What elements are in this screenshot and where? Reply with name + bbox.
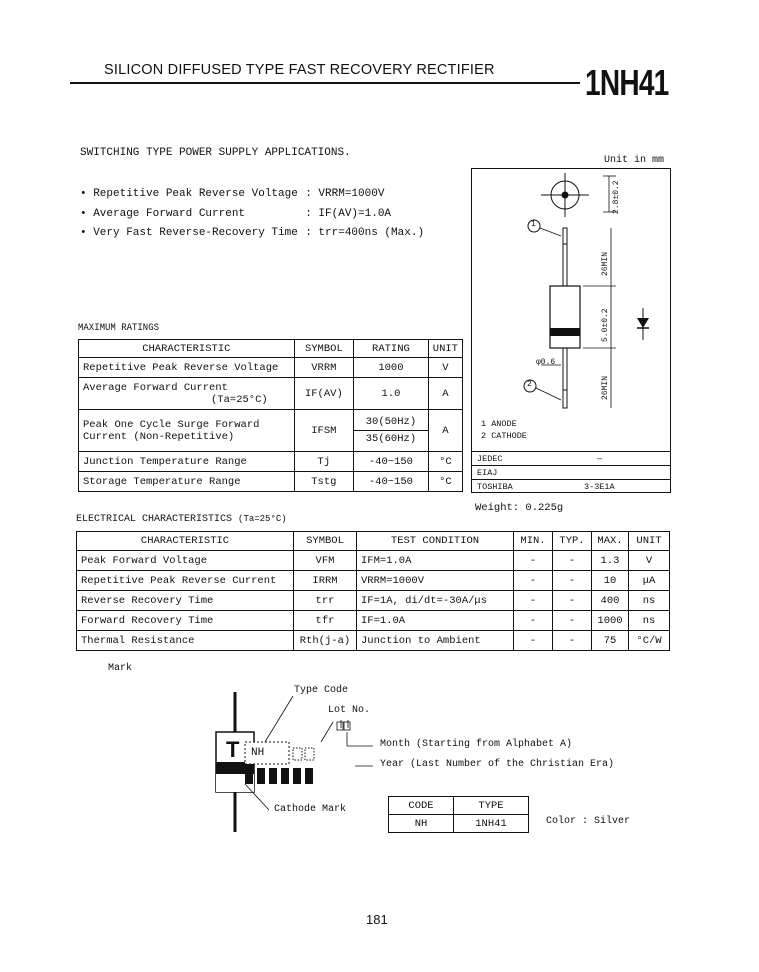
pin-cathode: 2 CATHODE [481,431,527,441]
table-header: CHARACTERISTIC SYMBOL TEST CONDITION MIN. TYP. MAX. UNIT [77,532,670,551]
dim-body: 5.0±0.2 [601,308,610,342]
dim-top: 2.8±0.2 [612,180,621,214]
elec-table [76,531,670,651]
header-title: SILICON DIFFUSED TYPE FAST RECOVERY RECTIFIER [104,62,495,78]
table-row: Average Forward Current (Ta=25°C) IF(AV) 1.0 A [79,378,463,410]
table-row: Repetitive Peak Reverse Voltage VRRM 1000 V [79,358,463,378]
part-number: 1NH41 [585,62,669,103]
standards-table [471,452,671,493]
callout-2: 2 [527,380,532,389]
month-label: Month (Starting from Alphabet A) [380,739,573,750]
feature-item: • Repetitive Peak Reverse Voltage : VRRM=1000V [80,188,385,200]
code-table [388,796,529,833]
pin-anode: 1 ANODE [481,419,517,429]
color-label: Color : Silver [546,816,631,827]
dim-diameter: φ0.6 [536,358,556,367]
table-row: Forward Recovery Time tfr IF=1.0A - - 1000 ns [77,611,670,631]
std-row: TOSHIBA 3-3E1A [477,481,615,492]
max-ratings-table [78,339,463,492]
std-row: JEDEC ― [471,452,671,466]
cathode-mark-label: Cathode Mark [274,804,347,815]
table-row: Peak One Cycle Surge Forward Current (Non-Repetitive) IFSM 30(50Hz) 35(60Hz) A [79,410,463,452]
pin-list [481,418,527,442]
mark-body-letter: T [226,737,240,762]
table-row: Reverse Recovery Time trr IF=1A, di/dt=-30A/μs - - 400 ns [77,591,670,611]
table-row: Junction Temperature Range Tj -40~150 °C [79,452,463,472]
std-row: EIAJ [471,466,671,480]
mark-title: Mark [108,663,133,674]
page-number: 181 [366,912,388,927]
header-rule [70,82,580,84]
unit-label: Unit in mm [604,155,665,166]
weight: Weight: 0.225g [475,502,564,514]
mark-body-code: NH [251,747,265,759]
feature-item: • Average Forward Current : IF(AV)=1.0A [80,207,392,220]
table-row: Peak Forward Voltage VFM IFM=1.0A - - 1.3 V [77,551,670,571]
table-header: CODE TYPE [389,797,529,815]
year-label: Year (Last Number of the Christian Era) [380,759,615,770]
table-row: NH 1NH41 [389,815,529,833]
table-row: Storage Temperature Range Tstg -40~150 °C [79,472,463,492]
dim-lead-bottom: 26MIN [601,375,610,400]
dim-lead-top: 26MIN [601,251,610,276]
elec-title: ELECTRICAL CHARACTERISTICS (Ta=25°C) [76,514,287,525]
feature-list [80,185,424,244]
outline-drawing [471,168,671,451]
table-row: Repetitive Peak Reverse Current IRRM VRRM=1000V - - 10 μA [77,571,670,591]
lot-no-label: Lot No. [328,705,371,716]
type-code-label: Type Code [294,685,349,696]
max-ratings-title: MAXIMUM RATINGS [78,323,160,334]
application-text: SWITCHING TYPE POWER SUPPLY APPLICATIONS. [80,147,351,159]
callout-1: 1 [531,220,536,229]
table-row: Thermal Resistance Rth(j-a) Junction to Ambient - - 75 °C/W [77,631,670,651]
table-header: CHARACTERISTIC SYMBOL RATING UNIT [79,340,463,358]
feature-item: • Very Fast Reverse-Recovery Time : trr=400ns (Max.) [80,227,425,239]
